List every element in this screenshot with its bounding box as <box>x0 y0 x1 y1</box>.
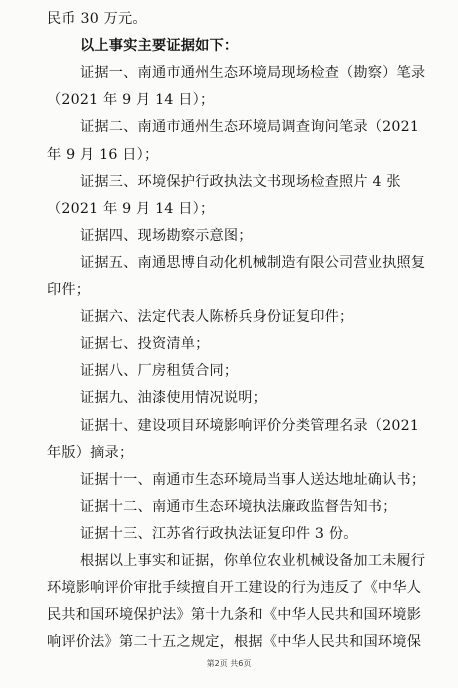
evidence-3-line-1: 证据三、环境保护行政执法文书现场检查照片 4 张 <box>80 173 401 190</box>
evidence-4: 证据四、现场勘察示意图； <box>80 227 253 244</box>
evidence-1-line-1: 证据一、南通市通州生态环境局现场检查（勘察）笔录 <box>80 65 426 82</box>
evidence-heading: 以上事实主要证据如下： <box>80 38 239 55</box>
evidence-8: 证据八、厂房租赁合同； <box>80 363 239 380</box>
conclusion-line-3: 民共和国环境保护法》第十九条和《中华人民共和国环境影 <box>47 607 422 624</box>
evidence-13: 证据十三、江苏省行政执法证复印件 3 份。 <box>80 525 358 542</box>
evidence-10-line-1: 证据十、建设项目环境影响评价分类管理名录（2021 <box>80 417 420 434</box>
evidence-12: 证据十二、南通市生态环境执法廉政监督告知书； <box>80 498 397 515</box>
page-footer: 第2页 共6页 <box>206 659 252 668</box>
evidence-2-line-2: 年 9 月 16 日）； <box>47 146 159 163</box>
evidence-9: 证据九、油漆使用情况说明； <box>80 390 268 407</box>
evidence-10-line-2: 年版）摘录； <box>47 444 134 461</box>
evidence-3-line-2: （2021 年 9 月 14 日）； <box>47 200 215 217</box>
evidence-5-line-1: 证据五、南通思博自动化机械制造有限公司营业执照复 <box>80 254 426 271</box>
evidence-7: 证据七、投资清单； <box>80 336 210 353</box>
evidence-5-line-2: 印件； <box>47 282 91 298</box>
conclusion-line-4: 响评价法》第二十五之规定，根据《中华人民共和国环境保 <box>47 634 422 651</box>
evidence-2-line-1: 证据二、南通市通州生态环境局调查询问笔录（2021 <box>80 119 420 136</box>
evidence-11: 证据十一、南通市生态环境局当事人送达地址确认书； <box>80 471 426 488</box>
evidence-1-line-2: （2021 年 9 月 14 日）； <box>47 92 215 109</box>
conclusion-line-1: 根据以上事实和证据，你单位农业机械设备加工未履行 <box>80 553 426 569</box>
evidence-6: 证据六、法定代表人陈桥兵身份证复印件； <box>80 309 354 326</box>
conclusion-line-2: 环境影响评价审批手续擅自开工建设的行为违反了《中华人 <box>47 580 422 597</box>
text-line-1: 民币 30 万元。 <box>47 11 147 27</box>
